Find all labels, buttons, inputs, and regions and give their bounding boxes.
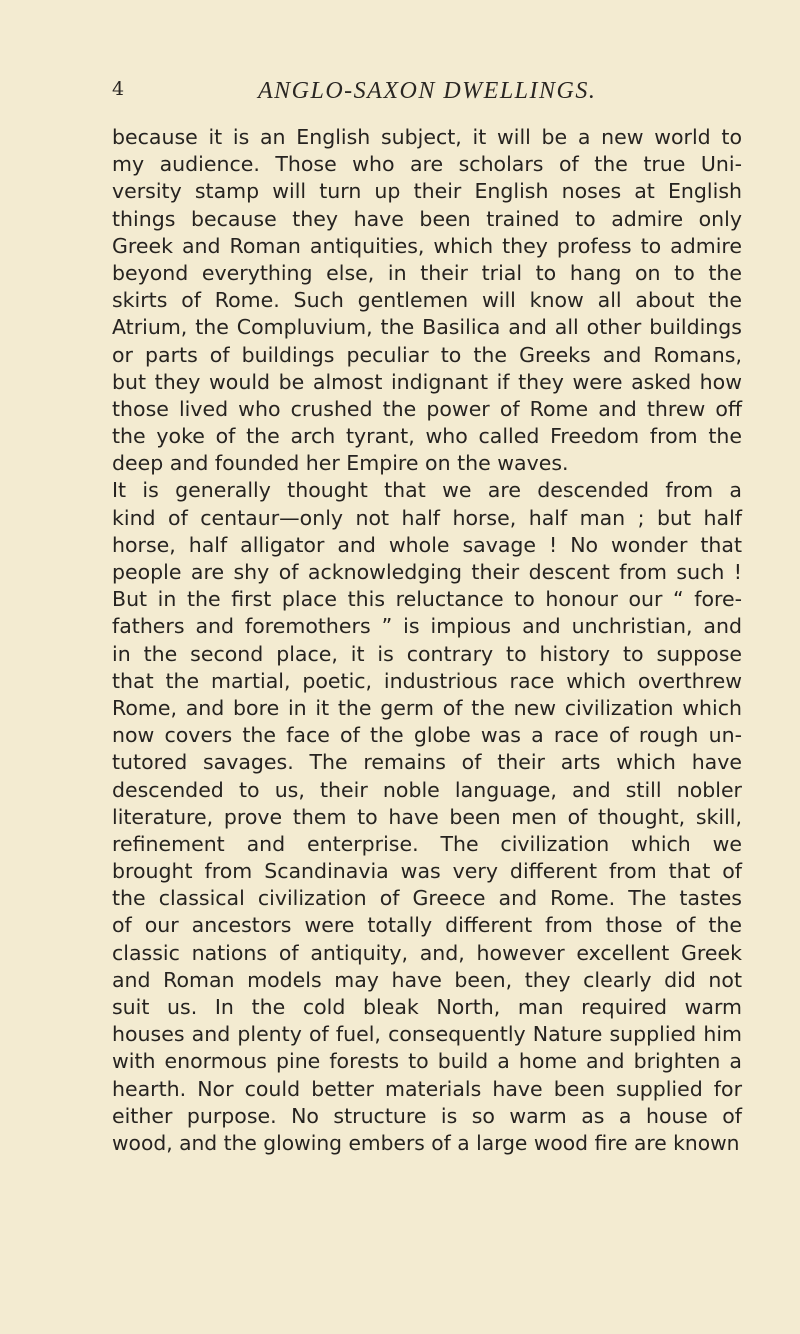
text-line: descended to us, their noble language, and still nobler xyxy=(112,777,742,802)
text-line: houses and plenty of fuel, consequently Nature supplied him xyxy=(112,1022,742,1047)
text-line: hearth. Nor could better materials have been supplied for xyxy=(112,1076,742,1101)
text-line: of our ancestors were totally different from those of the xyxy=(112,913,742,938)
text-line: wood, and the glowing embers of a large wood fire are known xyxy=(112,1130,740,1155)
text-line: because it is an English subject, it will be a new world to xyxy=(112,125,742,149)
text-line: and Roman models may have been, they clearly did not xyxy=(112,967,742,992)
text-line: brought from Scandinavia was very different from that of xyxy=(112,859,742,884)
text-line: or parts of buildings peculiar to the Greeks and Romans, xyxy=(112,342,742,367)
text-line: Atrium, the Compluvium, the Basilica and all other buildings xyxy=(112,315,742,340)
body-text xyxy=(112,124,742,1157)
text-line: those lived who crushed the power of Rome and threw off xyxy=(112,396,742,421)
text-line: people are shy of acknowledging their descent from such ! xyxy=(112,560,742,584)
text-line: deep and founded her Empire on the waves. xyxy=(112,451,569,476)
page-number: 4 xyxy=(112,78,125,100)
text-line: literature, prove them to have been men of thought, skill, xyxy=(112,804,742,829)
text-line: the yoke of the arch tyrant, who called Freedom from the xyxy=(112,424,742,449)
text-line: suit us. In the cold bleak North, man required warm xyxy=(112,995,742,1019)
text-line: versity stamp will turn up their English noses at English xyxy=(112,179,742,204)
text-line: fathers and foremothers ” is impious and unchristian, and xyxy=(112,614,742,639)
text-line: Greek and Roman antiquities, which they profess to admire xyxy=(112,233,742,258)
text-line: classic nations of antiquity, and, however excellent Greek xyxy=(112,940,742,965)
text-line: But in the first place this reluctance to honour our “ fore- xyxy=(112,587,742,612)
text-line: but they would be almost indignant if they were asked how xyxy=(112,369,742,394)
text-line: now covers the face of the globe was a race of rough un- xyxy=(112,723,742,748)
text-line: that the martial, poetic, industrious race which overthrew xyxy=(112,668,742,693)
text-line: in the second place, it is contrary to history to suppose xyxy=(112,641,742,666)
text-line: horse, half alligator and whole savage ! No wonder that xyxy=(112,532,742,557)
text-line: skirts of Rome. Such gentlemen will know all about the xyxy=(112,288,742,313)
text-line: It is generally thought that we are descended from a xyxy=(112,478,742,503)
text-line: the classical civilization of Greece and Rome. The tastes xyxy=(112,886,742,911)
text-line: things because they have been trained to admire only xyxy=(112,206,742,231)
text-line: kind of centaur—only not half horse, half man ; but half xyxy=(112,505,742,530)
text-line: either purpose. No structure is so warm as a house of xyxy=(112,1103,742,1128)
text-line: with enormous pine forests to build a home and brighten a xyxy=(112,1049,742,1074)
text-line: refinement and enterprise. The civilization which we xyxy=(112,831,742,856)
text-line: tutored savages. The remains of their arts which have xyxy=(112,750,742,775)
text-line: Rome, and bore in it the germ of the new civilization which xyxy=(112,695,742,720)
running-title: ANGLO-SAXON DWELLINGS. xyxy=(258,78,597,104)
text-line: my audience. Those who are scholars of the true Uni- xyxy=(112,152,742,177)
text-line: beyond everything else, in their trial to hang on to the xyxy=(112,260,742,285)
page-header xyxy=(0,78,800,108)
